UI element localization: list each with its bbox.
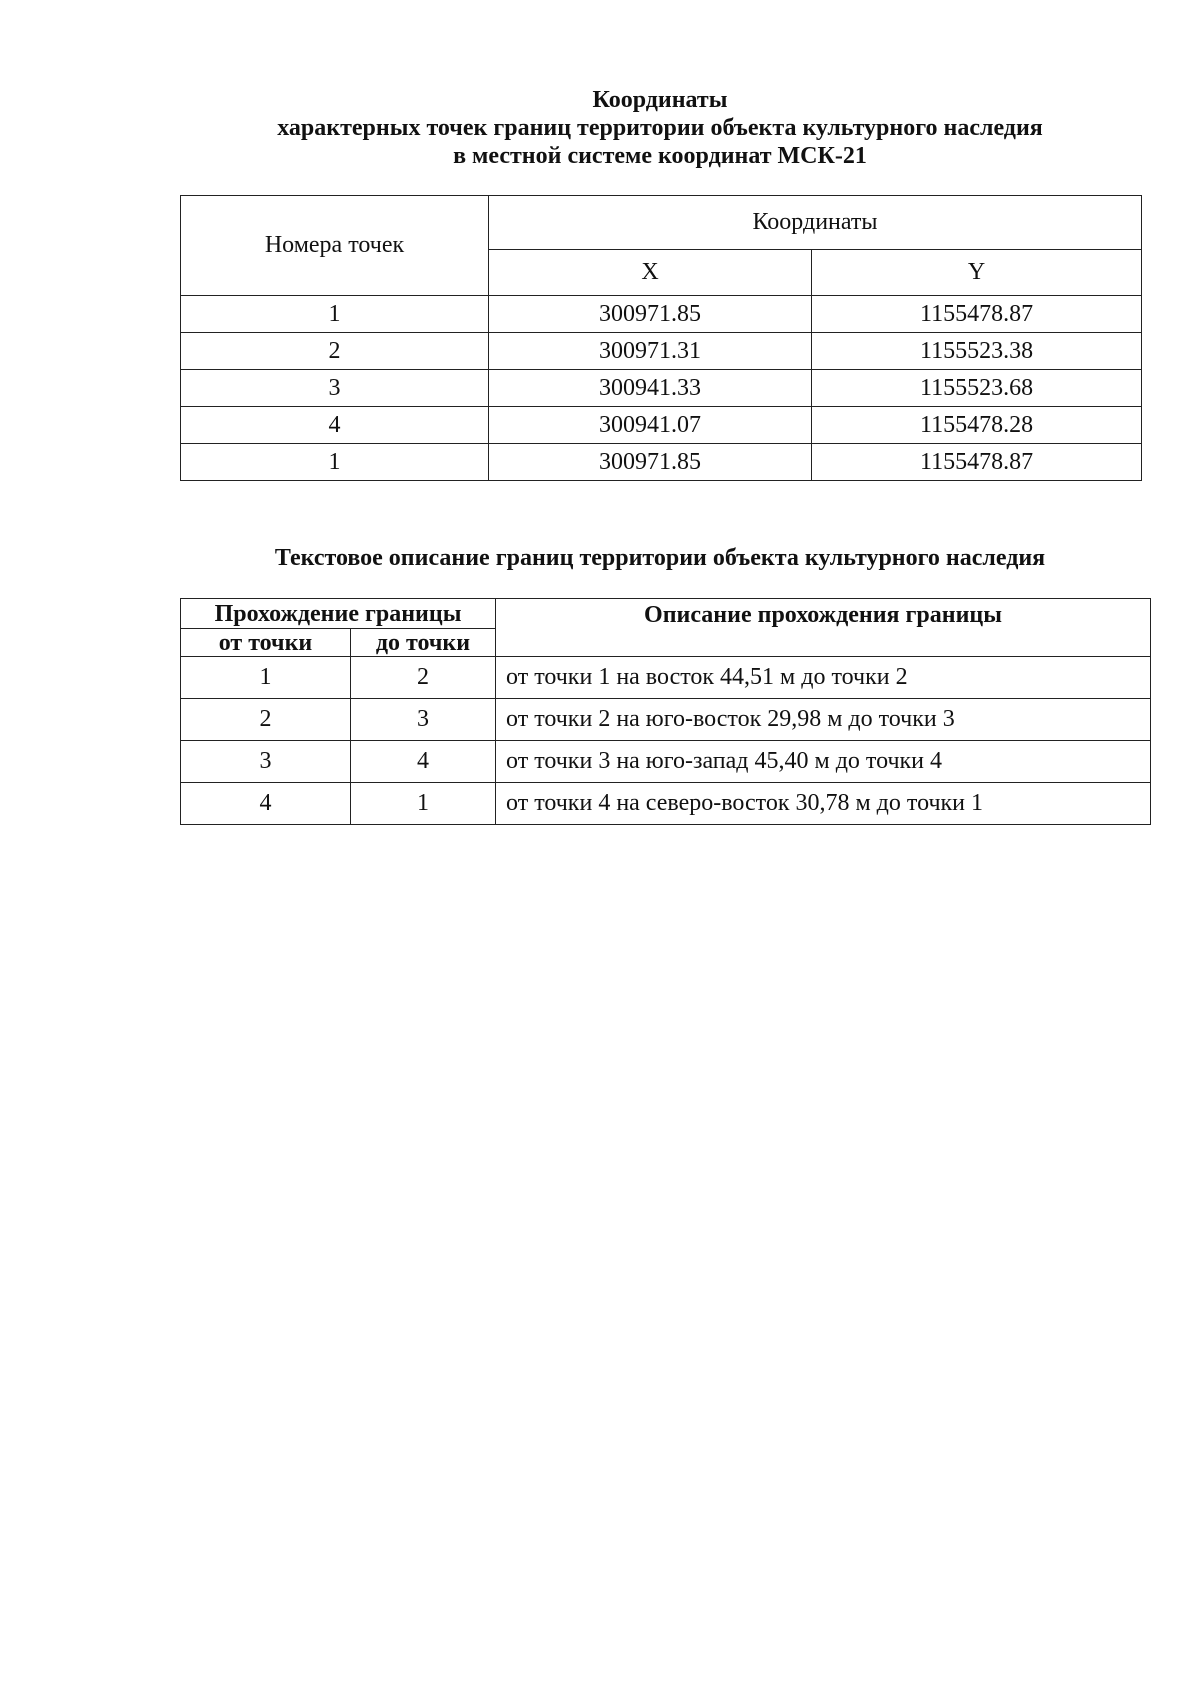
coordinates-table (180, 195, 1142, 481)
table-row (181, 783, 1151, 825)
point-number: 1 (181, 444, 489, 481)
from-point: 4 (181, 783, 351, 825)
table-row (181, 407, 1142, 444)
table-row (181, 444, 1142, 481)
to-point: 1 (351, 783, 496, 825)
point-number: 4 (181, 407, 489, 444)
table-row (181, 370, 1142, 407)
description-section-title: Текстовое описание границ территории объекта культурного наследия (274, 545, 1046, 571)
from-point: 1 (181, 657, 351, 699)
title-line-1: Координаты (592, 87, 728, 113)
document-title (180, 86, 1140, 170)
coord-x: 300941.33 (489, 370, 812, 407)
coord-y: 1155478.87 (812, 444, 1142, 481)
header-coordinates: Координаты (489, 196, 1142, 250)
table-row (181, 296, 1142, 333)
coord-x: 300941.07 (489, 407, 812, 444)
header-x: X (489, 250, 812, 296)
coord-x: 300971.85 (489, 296, 812, 333)
header-from-point: от точки (181, 629, 351, 657)
point-number: 1 (181, 296, 489, 333)
coord-y: 1155523.68 (812, 370, 1142, 407)
point-number: 2 (181, 333, 489, 370)
passage-description: от точки 3 на юго-запад 45,40 м до точки 4 (496, 741, 1151, 783)
passage-description: от точки 4 на северо-восток 30,78 м до точки 1 (496, 783, 1151, 825)
from-point: 3 (181, 741, 351, 783)
boundary-description-table (180, 598, 1151, 825)
to-point: 4 (351, 741, 496, 783)
title-line-3: в местной системе координат МСК-21 (453, 143, 867, 169)
header-boundary-passage: Прохождение границы (181, 599, 496, 629)
table-row (181, 333, 1142, 370)
coord-y: 1155523.38 (812, 333, 1142, 370)
coord-y: 1155478.87 (812, 296, 1142, 333)
point-number: 3 (181, 370, 489, 407)
header-point-numbers: Номера точек (181, 196, 489, 296)
passage-description: от точки 1 на восток 44,51 м до точки 2 (496, 657, 1151, 699)
table-row (181, 741, 1151, 783)
title-line-2: характерных точек границ территории объекта культурного наследия (277, 115, 1043, 141)
header-to-point: до точки (351, 629, 496, 657)
passage-description: от точки 2 на юго-восток 29,98 м до точки 3 (496, 699, 1151, 741)
header-passage-description: Описание прохождения границы (496, 599, 1151, 657)
table-row (181, 657, 1151, 699)
coord-x: 300971.85 (489, 444, 812, 481)
to-point: 2 (351, 657, 496, 699)
coord-y: 1155478.28 (812, 407, 1142, 444)
header-y: Y (812, 250, 1142, 296)
to-point: 3 (351, 699, 496, 741)
coord-x: 300971.31 (489, 333, 812, 370)
from-point: 2 (181, 699, 351, 741)
table-row (181, 699, 1151, 741)
